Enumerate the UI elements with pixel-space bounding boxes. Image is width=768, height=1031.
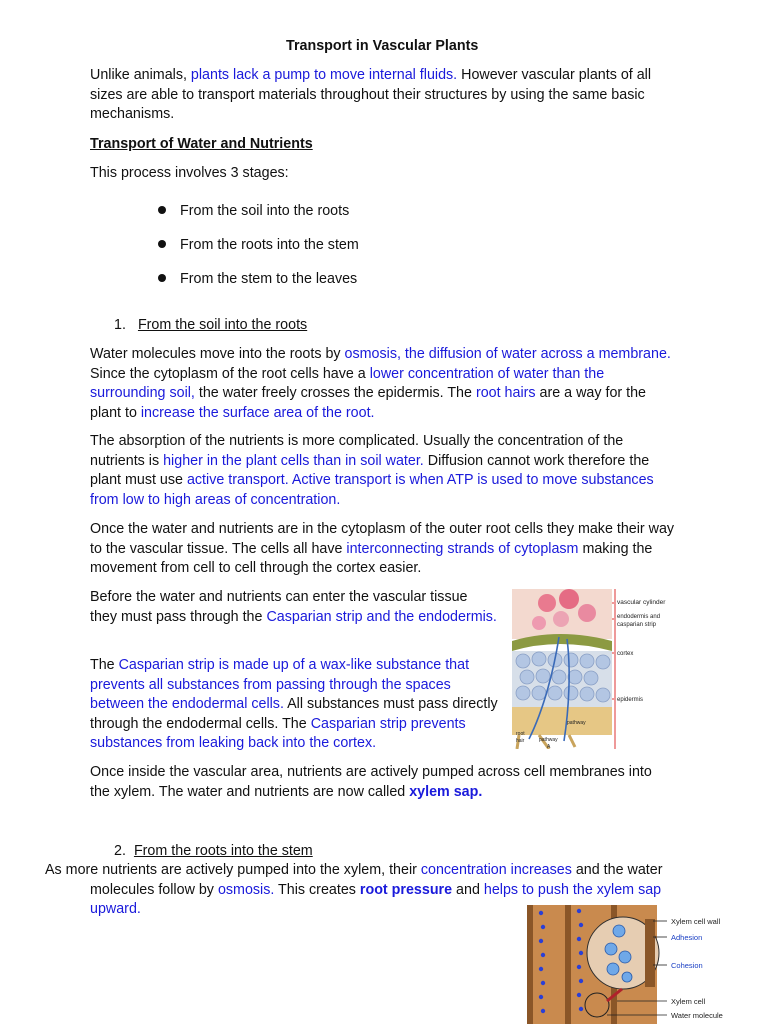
highlight: osmosis. [217,881,275,898]
highlight: active transport. Active transport is when ATP is used to move substances from low to high areas of concentration. [90,472,654,508]
text: making the movement from cell to cell through the cortex easier. [90,540,653,576]
list-item [158,202,349,222]
highlight: Casparian strip prevents substances from leaking back into the cortex. [90,715,466,751]
label-pathway-2: pathway [539,737,558,743]
intro-text: Unlike animals, [90,67,191,83]
text: and the water molecules follow by [90,862,663,898]
label-root: root [516,731,525,737]
subsection-number: 2. [114,843,126,859]
root-cross-section-figure [509,589,675,749]
bullet-icon [158,206,166,214]
text: All substances must pass directly through the endodermal cells. The [90,696,498,732]
label-casparian-strip: casparian strip [617,622,657,628]
highlight: xylem sap. [409,783,483,800]
subsection-title: From the soil into the roots [137,317,308,333]
text: Since the cytoplasm of the root cells have a [90,365,370,382]
stages-intro: This process involves 3 stages: [90,165,289,181]
paragraph-casparian-intro [90,588,498,627]
intro-highlight: plants lack a pump to move internal fluids. [190,67,458,83]
highlight: increase the surface area of the root. [140,404,375,421]
label-xylem-cell-wall: Xylem cell wall [671,917,721,926]
label-cortex: cortex [617,651,634,657]
paragraph-casparian-strip [90,656,498,754]
intro-paragraph [90,66,680,125]
label-hair: hair [516,738,525,744]
list-item-label: From the stem to the leaves [180,271,358,287]
text: The absorption of the nutrients is more complicated. Usually the concentration of the nutrients is [90,433,624,469]
label-a: A [547,744,551,749]
root-diagram [509,589,675,749]
intro-text-2: However vascular plants of all sizes are able to transport materials throughout their structures by using the same basic mechanisms. [90,67,652,122]
list-item [158,236,359,256]
highlight: root pressure [359,881,453,898]
label-vascular-cylinder: vascular cylinder [617,599,666,606]
highlight: root hairs [475,385,536,401]
text: Diffusion cannot work therefore the plant must use [90,452,650,488]
bullet-icon [158,274,166,282]
highlight: Casparian strip is made up of a wax-like substance that prevents all substances from passing through the spaces between the endodermal cells. [90,657,470,712]
bullet-icon [158,240,166,248]
xylem-diagram [527,905,737,1024]
highlight: osmosis, the diffusion of water across a membrane. [344,346,671,362]
text: The [90,657,119,673]
list-item-label: From the soil into the roots [180,203,350,219]
subsection-number: 1. [114,317,126,333]
text: This creates [274,881,360,898]
label-adhesion: Adhesion [671,933,703,942]
label-xylem-cell: Xylem cell [671,997,706,1006]
section-heading: Transport of Water and Nutrients [90,136,313,152]
text: Once the water and nutrients are in the cytoplasm of the outer root cells they make their way to the vascular tissue. The cells all have [90,521,675,557]
paragraph-osmosis [90,345,674,423]
text: Water molecules move into the roots by [90,346,345,362]
text: and [452,881,484,898]
list-item-label: From the roots into the stem [180,237,359,253]
subsection-1-heading [114,316,307,336]
highlight: helps to push the xylem sap upward. [90,881,662,917]
xylem-figure [527,905,737,1024]
paragraph-cytoplasm [90,520,682,579]
text: the water freely crosses the epidermis. The [194,385,476,401]
highlight: Casparian strip and the endodermis. [266,608,497,625]
list-item [158,270,357,290]
text: As more nutrients are actively pumped into the xylem, their [45,862,421,878]
label-epidermis: epidermis [617,697,644,703]
text: are a way for the plant to [90,385,647,421]
page-title: Transport in Vascular Plants [286,38,479,54]
label-water-molecule: Water molecule [671,1011,723,1020]
paragraph-xylem-sap [90,763,670,802]
paragraph-nutrients [90,432,670,510]
text: Once inside the vascular area, nutrients are actively pumped across cell membranes into the xylem. The water and nutrients are now called [90,764,652,800]
subsection-title: From the roots into the stem [133,843,313,859]
highlight: lower concentration of water than the surrounding soil, [90,365,605,401]
label-pathway: pathway [567,720,586,726]
label-cohesion: Cohesion [671,961,703,970]
highlight: interconnecting strands of cytoplasm [346,540,579,557]
subsection-2-heading [114,842,313,862]
label-endodermis: endodermis and [617,614,661,620]
highlight: concentration increases [420,862,572,878]
text: Before the water and nutrients can enter the vascular tissue they must pass through the [90,589,468,625]
highlight: higher in the plant cells than in soil water. [163,452,424,469]
